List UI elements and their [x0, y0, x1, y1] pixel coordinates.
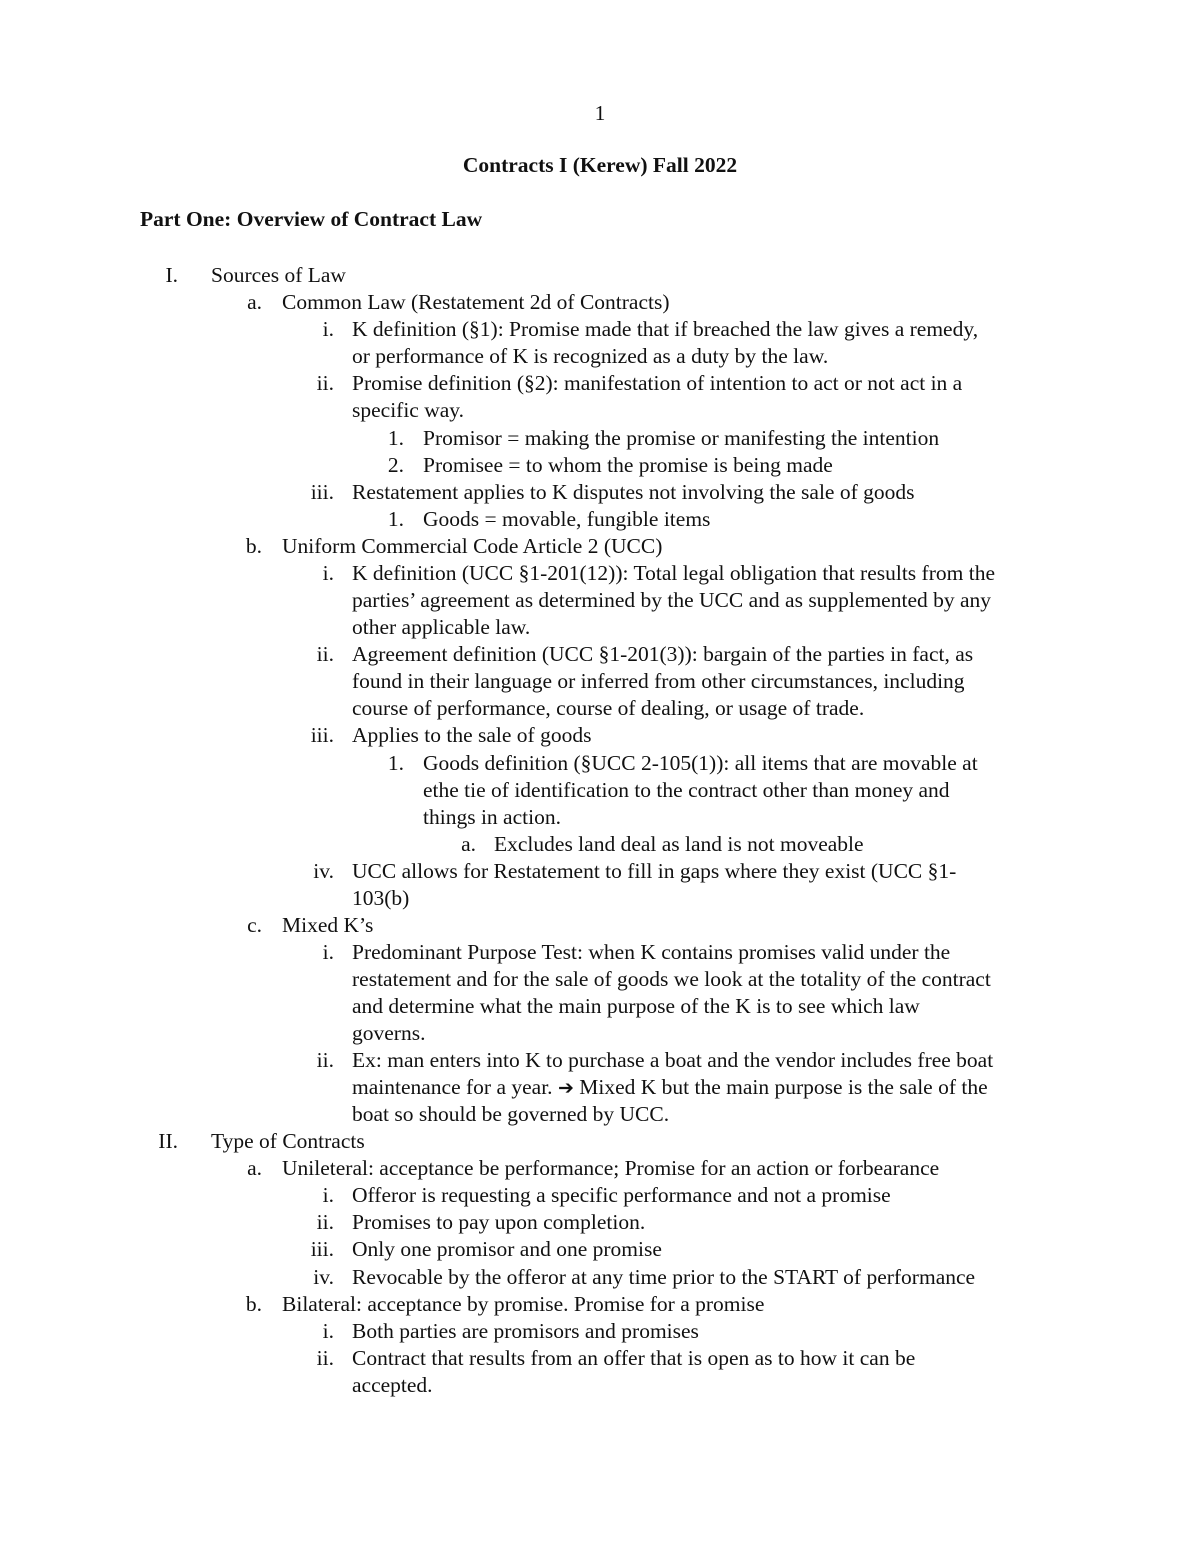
outline-text: accepted. [352, 1373, 433, 1397]
outline-item [0, 1155, 1200, 1183]
outline-item [0, 1047, 1200, 1075]
outline-text: Promise definition (§2): manifestation of intention to act or not act in a [352, 371, 963, 395]
outline-marker: ii. [316, 1346, 334, 1370]
outline-marker: i. [322, 1183, 334, 1207]
outline-marker: ii. [316, 1048, 334, 1072]
outline-item [0, 506, 1200, 534]
outline-text: Revocable by the offeror at any time prior to the START of performance [352, 1265, 976, 1289]
outline-item [0, 1236, 1200, 1264]
outline-continuation [0, 804, 1200, 832]
outline-text: and determine what the main purpose of the K is to see which law [352, 994, 920, 1018]
outline-text: Contract that results from an offer that is open as to how it can be [352, 1346, 916, 1370]
outline-marker: ii. [316, 371, 334, 395]
outline-marker: a. [247, 290, 262, 314]
outline-text: Common Law (Restatement 2d of Contracts) [282, 290, 670, 314]
outline-text: Uniform Commercial Code Article 2 (UCC) [282, 534, 663, 558]
outline-marker: iv. [313, 859, 334, 883]
outline-item [0, 1264, 1200, 1292]
outline-text: restatement and for the sale of goods we look at the totality of the contract [352, 967, 991, 991]
outline-text: other applicable law. [352, 615, 531, 639]
outline-continuation [0, 1372, 1200, 1400]
outline-text: course of performance, course of dealing, or usage of trade. [352, 696, 865, 720]
outline-marker: 1. [387, 426, 404, 450]
page-number: 1 [594, 101, 606, 125]
outline-continuation [0, 1101, 1200, 1129]
outline-marker: iii. [310, 480, 334, 504]
outline-text: 103(b) [352, 886, 410, 910]
outline-marker: ii. [316, 642, 334, 666]
outline-text: Mixed K’s [282, 913, 374, 937]
outline-marker: a. [461, 832, 476, 856]
outline-item [0, 533, 1200, 561]
outline-marker: i. [322, 940, 334, 964]
outline-item [0, 560, 1200, 588]
outline-marker: i. [322, 1319, 334, 1343]
outline-continuation [0, 1074, 1200, 1102]
outline-text: Unileteral: acceptance be performance; Promise for an action or forbearance [282, 1156, 940, 1180]
outline-text: Only one promisor and one promise [352, 1237, 662, 1261]
outline-marker: 1. [387, 751, 404, 775]
document-title: Contracts I (Kerew) Fall 2022 [462, 153, 738, 177]
outline-item [0, 750, 1200, 778]
outline-item [0, 1291, 1200, 1319]
outline-text: Agreement definition (UCC §1-201(3)): bargain of the parties in fact, as [352, 642, 974, 666]
outline-text: Both parties are promisors and promises [352, 1319, 699, 1343]
outline-continuation [0, 668, 1200, 696]
outline-item [0, 722, 1200, 750]
outline-item [0, 1209, 1200, 1237]
outline-marker: 1. [387, 507, 404, 531]
outline-text-with-arrow [352, 1074, 988, 1102]
outline-item [0, 479, 1200, 507]
outline-text: K definition (UCC §1-201(12)): Total legal obligation that results from the [352, 561, 995, 585]
outline-item [0, 831, 1200, 859]
outline-item [0, 425, 1200, 453]
outline-marker: a. [247, 1156, 262, 1180]
outline-text: K definition (§1): Promise made that if breached the law gives a remedy, [352, 317, 979, 341]
outline-text: boat so should be governed by UCC. [352, 1102, 670, 1126]
outline-marker: iii. [310, 723, 334, 747]
outline-marker: iii. [310, 1237, 334, 1261]
outline-marker: i. [322, 317, 334, 341]
outline-continuation [0, 695, 1200, 723]
outline-text: Predominant Purpose Test: when K contains promises valid under the [352, 940, 951, 964]
outline-text: Promisor = making the promise or manifesting the intention [423, 426, 940, 450]
outline-continuation [0, 993, 1200, 1021]
outline-text: specific way. [352, 398, 465, 422]
outline-text: ethe tie of identification to the contract other than money and [423, 778, 950, 802]
outline-item [0, 939, 1200, 967]
outline-marker: 2. [387, 453, 404, 477]
outline-continuation [0, 966, 1200, 994]
arrow-right-icon: ➔ [557, 1077, 574, 1099]
outline-marker: ii. [316, 1210, 334, 1234]
outline-marker: II. [158, 1129, 178, 1153]
outline-continuation [0, 885, 1200, 913]
outline-text: Goods definition (§UCC 2-105(1)): all items that are movable at [423, 751, 978, 775]
part-heading: Part One: Overview of Contract Law [140, 207, 483, 231]
outline-continuation [0, 614, 1200, 642]
outline-marker: i. [322, 561, 334, 585]
outline-marker: iv. [313, 1265, 334, 1289]
outline-continuation [0, 397, 1200, 425]
outline-item [0, 289, 1200, 317]
outline-item [0, 262, 1200, 290]
outline-text: maintenance for a year. [352, 1075, 553, 1099]
outline-text: Sources of Law [211, 263, 346, 287]
outline-continuation [0, 587, 1200, 615]
outline-text: Ex: man enters into K to purchase a boat and the vendor includes free boat [352, 1048, 994, 1072]
outline-text: Excludes land deal as land is not moveable [494, 832, 864, 856]
outline-text: found in their language or inferred from other circumstances, including [352, 669, 965, 693]
outline-marker: b. [245, 1292, 262, 1316]
outline-item [0, 858, 1200, 886]
outline-item [0, 641, 1200, 669]
outline-text: Promises to pay upon completion. [352, 1210, 646, 1234]
outline-continuation [0, 1020, 1200, 1048]
outline-item [0, 912, 1200, 940]
outline-item [0, 1128, 1200, 1156]
outline-text: UCC allows for Restatement to fill in gaps where they exist (UCC §1- [352, 859, 957, 883]
outline-marker: c. [247, 913, 262, 937]
outline-continuation [0, 343, 1200, 371]
outline-text: Type of Contracts [211, 1129, 365, 1153]
outline-text: Offeror is requesting a specific performance and not a promise [352, 1183, 891, 1207]
outline-text: parties’ agreement as determined by the UCC and as supplemented by any [352, 588, 992, 612]
outline-text: things in action. [423, 805, 561, 829]
outline-text: Mixed K but the main purpose is the sale of the [579, 1075, 988, 1099]
outline-text: Bilateral: acceptance by promise. Promise for a promise [282, 1292, 765, 1316]
outline-text: Restatement applies to K disputes not involving the sale of goods [352, 480, 915, 504]
outline-text: or performance of K is recognized as a duty by the law. [352, 344, 829, 368]
outline-item [0, 452, 1200, 480]
outline-text: governs. [352, 1021, 426, 1045]
outline-item [0, 1345, 1200, 1373]
outline-item [0, 1318, 1200, 1346]
outline-marker: b. [245, 534, 262, 558]
outline-continuation [0, 777, 1200, 805]
outline-text: Applies to the sale of goods [352, 723, 592, 747]
outline-item [0, 316, 1200, 344]
outline-item [0, 370, 1200, 398]
outline-text: Goods = movable, fungible items [423, 507, 711, 531]
outline-marker: I. [165, 263, 178, 287]
outline-text: Promisee = to whom the promise is being made [423, 453, 833, 477]
outline-item [0, 1182, 1200, 1210]
